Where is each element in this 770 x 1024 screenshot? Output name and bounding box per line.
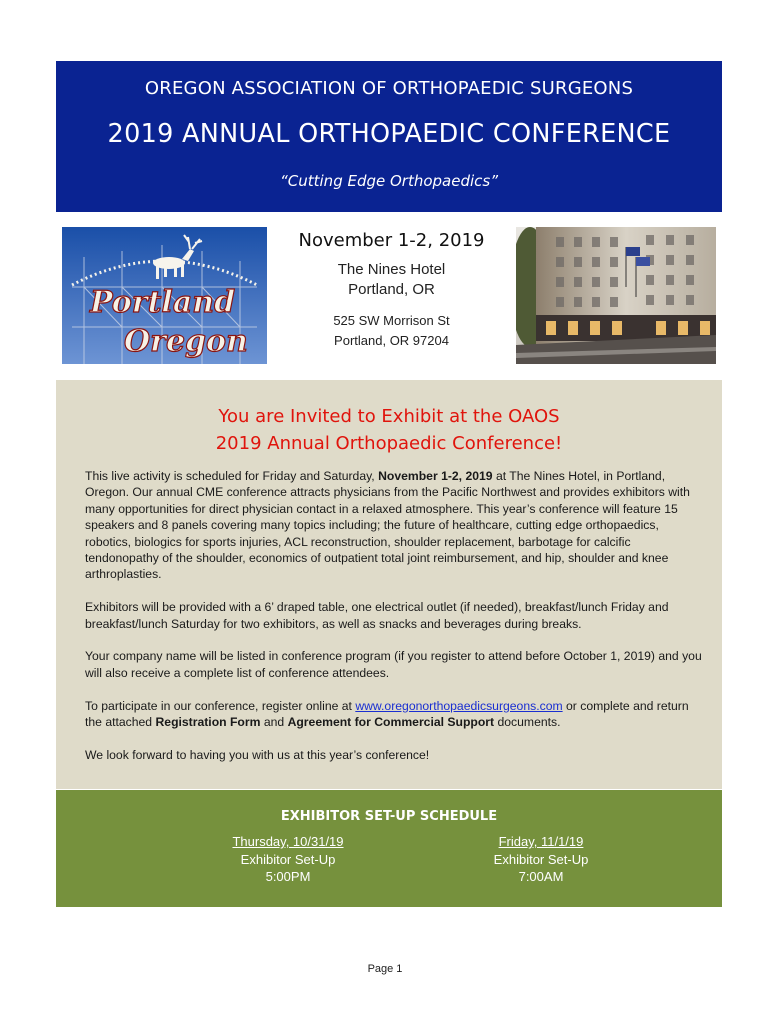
overview-text-end: at The Nines Hotel, in Portland, Oregon. Our annual CME conference attracts physicians from the Pacific Northwest and provides exhibitors with many opportunities for direct physician contact in a relaxed atmosphere. This year’s conference will feature 15 speakers and 8 panels covering many topics including; the future of healthcare, cutting edge orthopaedics, robotics, biologics for sports injuries, ACL reconstruction, shoulder replacement, barbotage for calcific tendonopathy of the shoulder, economics of outpatient total joint reimbursement, and hip, shoulder and knee arthroplasties. [85, 469, 690, 582]
overview-text-start: This live activity is scheduled for Friday and Saturday, [85, 469, 379, 483]
venue [270, 260, 513, 300]
org-name: OREGON ASSOCIATION OF ORTHOPAEDIC SURGEONS [144, 78, 634, 99]
svg-text:Portland: Portland [90, 285, 236, 320]
exhibitor-schedule-panel [56, 790, 722, 907]
event-dates: November 1-2, 2019 [298, 230, 485, 251]
schedule-day-label: Friday, 11/1/19 [498, 834, 584, 849]
paragraph-program-listing: Your company name will be listed in conference program (if you register to attend before October 1, 2019) and you will also receive a complete list of conference attendees. [85, 649, 702, 680]
page-number: Page 1 [367, 963, 403, 975]
invitation-heading-line-1: You are Invited to Exhibit at the OAOS [218, 406, 560, 427]
invitation-heading-line-2: 2019 Annual Orthopaedic Conference! [215, 433, 563, 454]
paragraph-exhibitor-provisions: Exhibitors will be provided with a 6’ draped table, one electrical outlet (if needed), breakfast/lunch Friday and breakfast/lunch Saturday for two exhibitors, as well as snacks and beverages during breaks. [85, 600, 669, 631]
conference-tagline: “Cutting Edge Orthopaedics” [280, 172, 498, 190]
overview-dates-bold: November 1-2, 2019 [378, 469, 493, 483]
invitation-body [85, 468, 703, 780]
paragraph-closing: We look forward to having you with us at this year’s conference! [85, 747, 430, 762]
venue-name: The Nines Hotel [337, 261, 446, 278]
address-line-1: 525 SW Morrison St [333, 313, 450, 328]
schedule-day-friday [441, 833, 641, 886]
venue-city: Portland, OR [348, 281, 435, 298]
schedule-title: EXHIBITOR SET-UP SCHEDULE [280, 809, 498, 824]
schedule-activity: Exhibitor Set-Up [240, 851, 336, 867]
registration-text-mid: or complete and return the attached [85, 698, 689, 730]
schedule-activity: Exhibitor Set-Up [493, 851, 589, 867]
invitation-panel [56, 380, 722, 789]
registration-and-text: and [260, 715, 288, 730]
portland-oregon-sign-image [62, 227, 267, 364]
event-info [270, 227, 513, 351]
commercial-support-bold: Agreement for Commercial Support [287, 715, 495, 730]
header-banner [56, 61, 722, 212]
schedule-time: 7:00AM [518, 869, 564, 884]
address-line-2: Portland, OR 97204 [334, 333, 449, 348]
schedule-day-thursday [188, 833, 388, 886]
nines-hotel-image [516, 227, 716, 364]
svg-text:Oregon: Oregon [124, 324, 248, 359]
schedule-day-label: Thursday, 10/31/19 [232, 834, 344, 849]
venue-address [270, 311, 513, 351]
registration-text-end: documents. [494, 715, 561, 730]
paragraph-overview [85, 468, 703, 583]
website-link[interactable]: www.oregonorthopaedicsurgeons.com [355, 698, 563, 713]
registration-text-start: To participate in our conference, register online at [85, 698, 356, 713]
conference-title: 2019 ANNUAL ORTHOPAEDIC CONFERENCE [107, 119, 671, 149]
schedule-time: 5:00PM [265, 869, 311, 884]
registration-form-bold: Registration Form [155, 715, 261, 730]
invitation-heading [56, 403, 722, 457]
paragraph-registration [85, 698, 703, 731]
